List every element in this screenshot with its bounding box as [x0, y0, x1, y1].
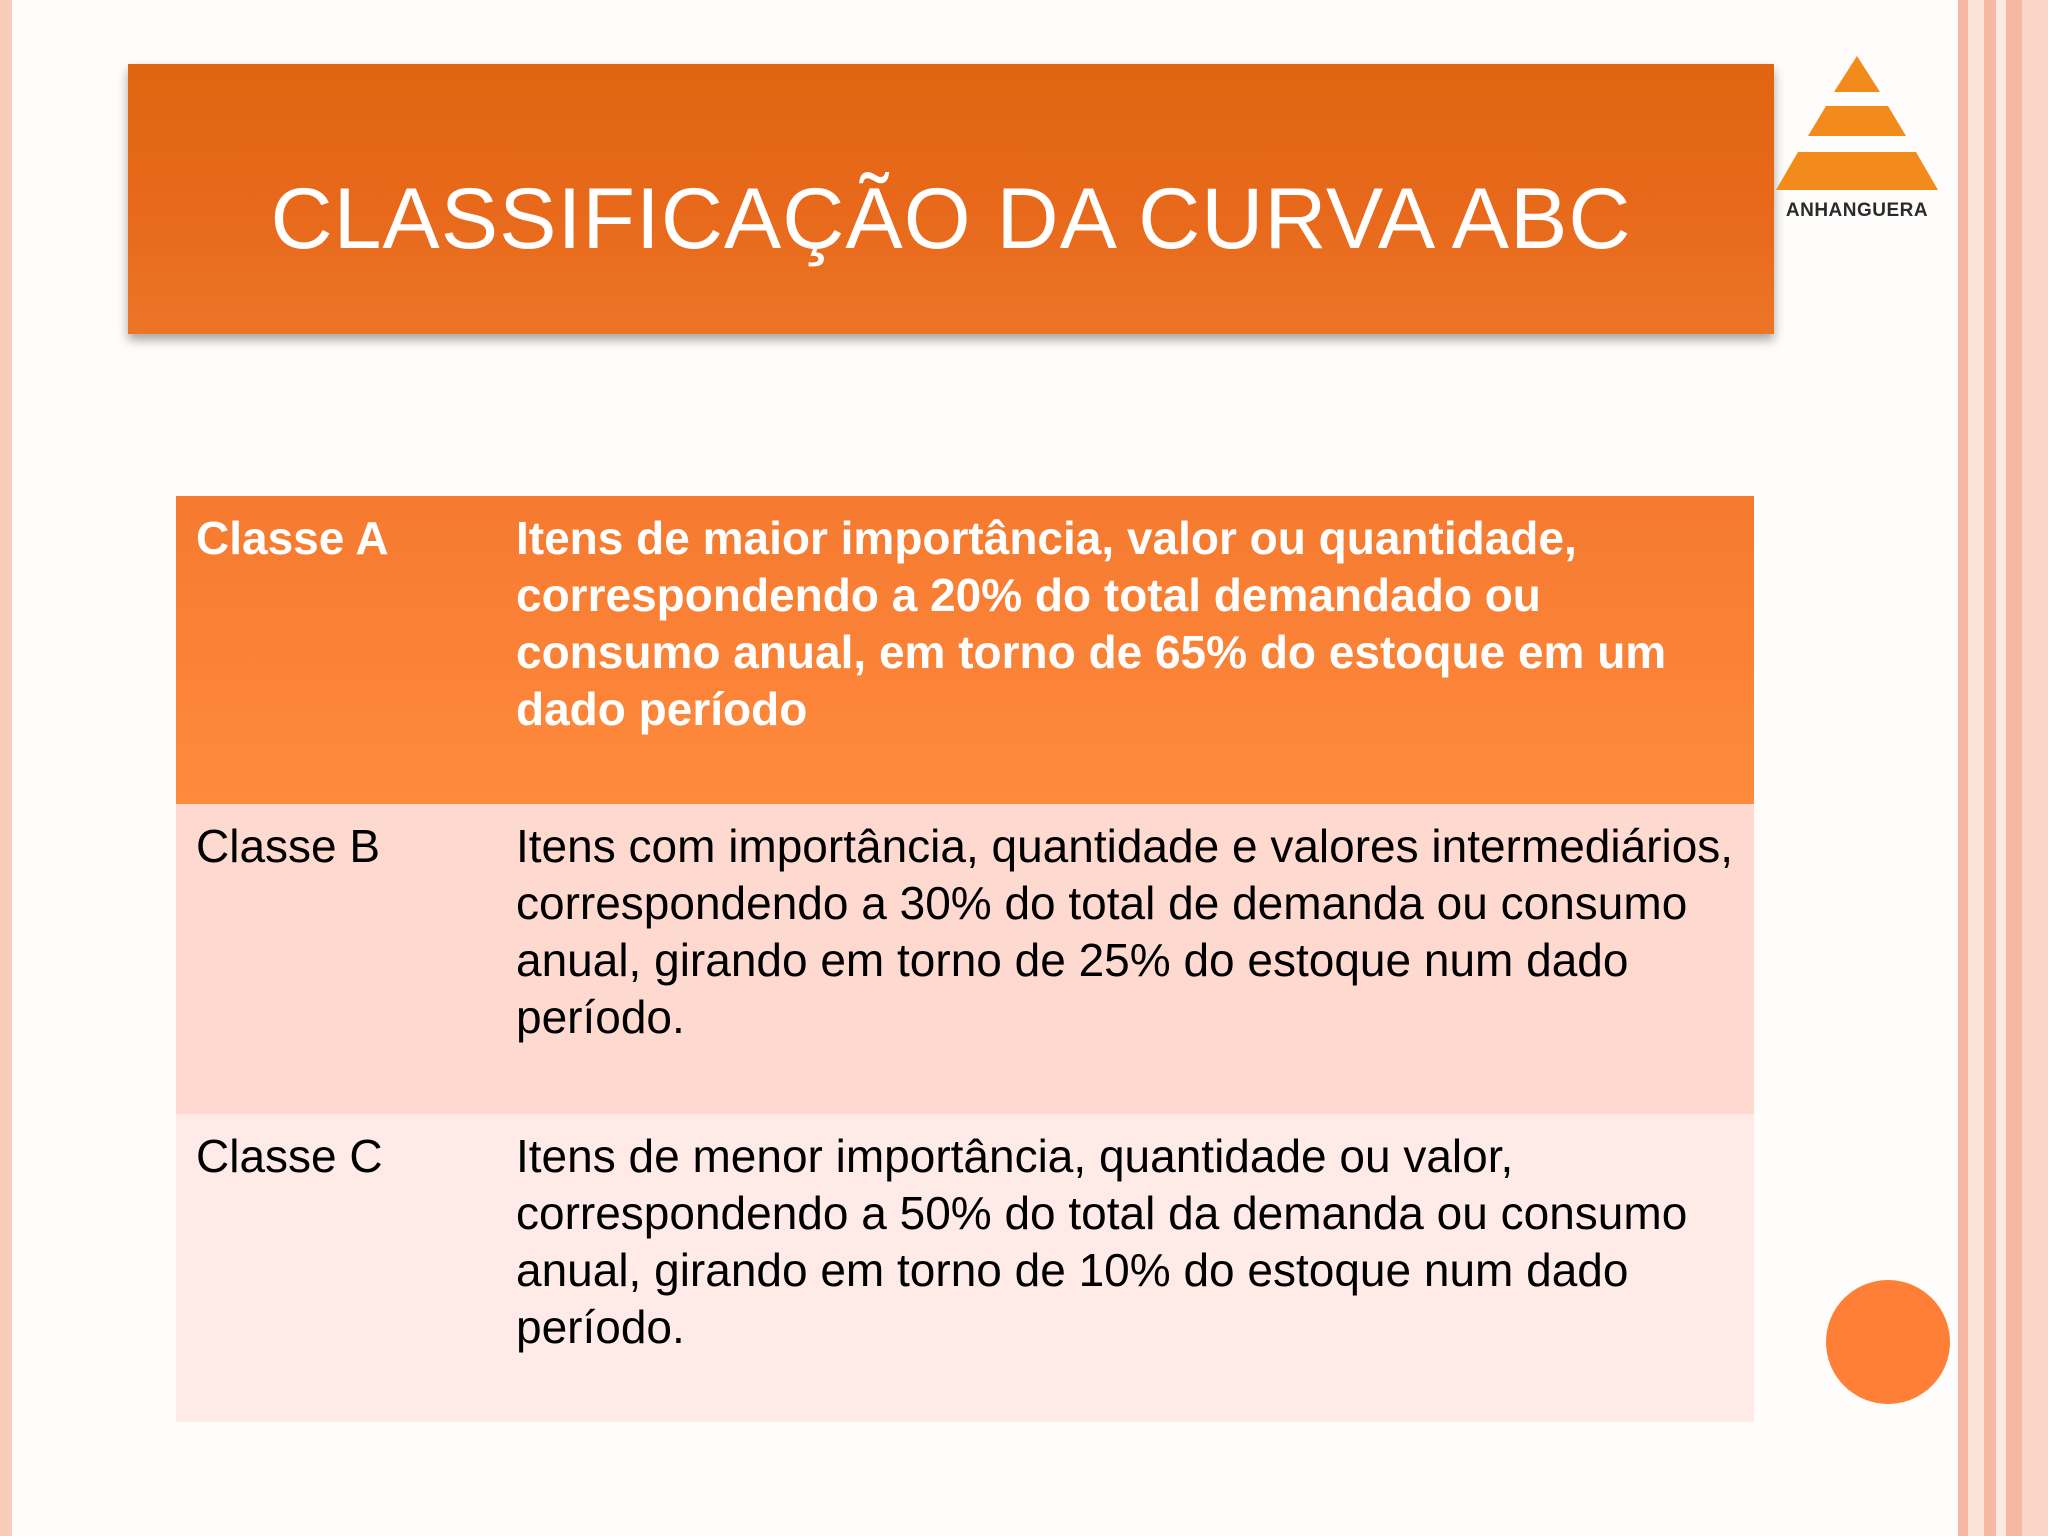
class-description: Itens de maior importância, valor ou quantidade, correspondendo a 20% do total demandado ou consumo anual, em torno de 65% do estoque em um dado período: [516, 512, 1667, 735]
table-row-classe-a: [176, 496, 1754, 804]
left-decorative-stripe: [0, 0, 12, 1536]
right-decorative-stripe: [2006, 0, 2022, 1536]
table-row-classe-c: [176, 1114, 1754, 1422]
logo-wordmark: ANHANGUERA: [1785, 200, 1929, 221]
right-decorative-stripe: [1968, 0, 1984, 1536]
class-label: Classe A: [196, 512, 389, 564]
class-description: Itens de menor importância, quantidade ou valor, correspondendo a 50% do total da demanda ou consumo anual, girando em torno de 10% do estoque num dado período.: [516, 1130, 1688, 1353]
right-decorative-stripe: [1984, 0, 1996, 1536]
right-decorative-stripe: [1996, 0, 2006, 1536]
class-description: Itens com importância, quantidade e valores intermediários, correspondendo a 30% do total de demanda ou consumo anual, girando em torno de 25% do estoque num dado período.: [516, 820, 1734, 1043]
class-label: Classe C: [196, 1130, 383, 1182]
title-banner: [128, 64, 1774, 334]
right-decorative-stripe: [1958, 0, 1968, 1536]
decorative-circle: [1826, 1280, 1950, 1404]
table-row-classe-b: [176, 804, 1754, 1114]
abc-classification-table: [176, 496, 1754, 1422]
class-label: Classe B: [196, 820, 381, 872]
right-decorative-stripe: [2022, 0, 2048, 1536]
slide-title: CLASSIFICAÇÃO DA CURVA ABC: [270, 170, 1632, 267]
